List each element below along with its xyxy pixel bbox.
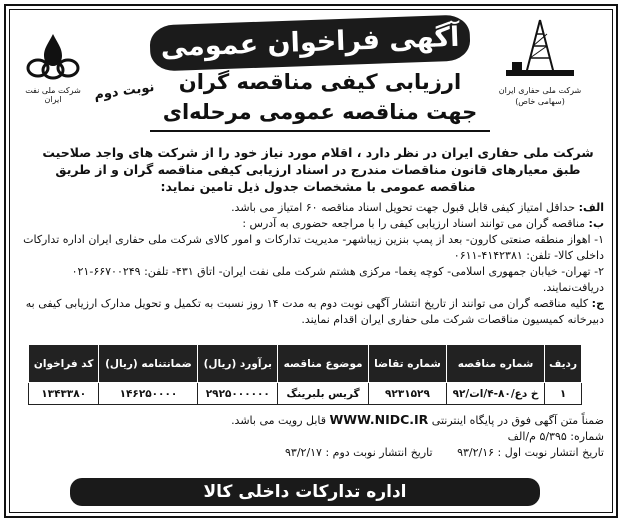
website-link[interactable]: WWW.NIDC.IR [329, 412, 429, 427]
clause-alef-label: الف: [578, 201, 604, 214]
nioc-logo [18, 30, 88, 104]
col-header-subject: موضوع مناقصه [278, 345, 369, 383]
subtitle-line1: ارزیابی کیفی مناقصه گران [178, 70, 462, 94]
clause-be-text: مناقصه گران می توانند اسناد ارزیابی کیفی را با مراجعه حضوری به آدرس : [242, 217, 586, 230]
address-1: ۱- اهواز منطقه صنعتی کارون- بعد از پمپ بنزین زیباشهر- مدیریت تدارکات و امور کالای شرکت ملی حفاری ایران اداره تدارکات داخلی کالا- تلفن: ۴۱۴۲۳۸۱-۰۶۱۱ [23, 233, 604, 262]
second-publication-date: تاریخ انتشار نوبت دوم : ۹۳/۲/۱۷ [285, 446, 433, 459]
cell-row-no: ۱ [545, 383, 582, 405]
nidc-logo [492, 18, 588, 106]
nidc-caption-line1: شرکت ملی حفاری ایران [498, 86, 582, 95]
col-header-guarantee: ضمانتنامه (ریال) [99, 345, 198, 383]
col-header-request-no: شماره تقاضا [368, 345, 446, 383]
page-title: آگهی فراخوان عمومی [160, 21, 460, 64]
clause-be-label: ب: [588, 217, 604, 230]
cell-subject: گریس بلبرینگ [278, 383, 369, 405]
cell-guarantee: ۱۴۶۲۵۰۰۰۰ [99, 383, 198, 405]
subtitle-line2: جهت مناقصه عمومی مرحله‌ای [162, 100, 478, 124]
col-header-estimate: برآورد (ریال) [198, 345, 278, 383]
footer-office-name: اداره تدارکات داخلی کالا [203, 482, 407, 502]
clause-be [14, 216, 604, 232]
notes [14, 412, 604, 461]
table-row [29, 383, 582, 405]
ad-number: شماره: ۵/۳۹۵ م/الف [507, 430, 604, 443]
website-pre: ضمناً متن آگهی فوق در پایگاه اینترنتی [431, 414, 604, 427]
clause-je-label: ج: [591, 297, 604, 310]
clauses [14, 200, 604, 328]
first-publication-date: تاریخ انتشار نوبت اول : ۹۳/۲/۱۶ [457, 446, 604, 459]
cell-call-code: ۱۳۴۳۳۸۰ [29, 383, 99, 405]
intro-paragraph: شرکت ملی حفاری ایران در نظر دارد ، اقلام مورد نیاز خود را از شرکت های واجد صلاحیت طبق معیارهای قانون مناقصات مندرج در اسناد ارزیابی کیفی مناقصه گران و از طریق مناقصه عمومی با مشخصات جدول ذیل تامین نماید: [42, 145, 594, 194]
stage-badge: نوبت دوم [93, 79, 156, 104]
drilling-rig-icon [492, 18, 588, 80]
clause-je [14, 296, 604, 328]
title-underline [150, 130, 490, 132]
flame-logo-icon [18, 30, 88, 80]
col-header-tender-no: شماره مناقصه [446, 345, 544, 383]
nidc-caption-line2: (سهامی خاص) [515, 97, 565, 106]
clause-alef-text: حداقل امتیاز کیفی قابل قبول جهت تحویل اسناد مناقصه ۶۰ امتیاز می باشد. [231, 201, 576, 214]
clause-je-text: کلیه مناقصه گران می توانند از تاریخ انتشار آگهی نوبت دوم به مدت ۱۴ روز نسبت به تکمیل و تحویل مدارک ارزیابی کیفی به دبیرخانه کمیسیون مناقصات شرکت ملی حفاری ایران اقدام نمایند. [25, 297, 604, 326]
nioc-caption: شرکت ملی نفت ایران [25, 86, 81, 104]
cell-estimate: ۲۹۲۵۰۰۰۰۰۰ [198, 383, 278, 405]
cell-tender-no: خ دع/۸۰-۴/ات/۹۲ [446, 383, 544, 405]
tender-table [28, 344, 582, 405]
footer-banner [70, 478, 540, 506]
col-header-call-code: کد فراخوان [29, 345, 99, 383]
col-header-row-no: ردیف [545, 345, 582, 383]
clause-alef [14, 200, 604, 216]
address-2: ۲- تهران- خیابان جمهوری اسلامی- کوچه یغما- مرکزی هشتم شرکت ملی نفت ایران- اتاق ۴۳۱- تلفن: ۶۶۷۰۰۲۴۹-۰۲۱ دریافت‌نمایند. [71, 265, 604, 294]
website-note [14, 412, 604, 429]
table-header-row [29, 345, 582, 383]
website-post: قابل رویت می باشد. [231, 414, 327, 427]
publication-dates [14, 445, 604, 461]
cell-request-no: ۹۲۳۱۵۲۹ [368, 383, 446, 405]
